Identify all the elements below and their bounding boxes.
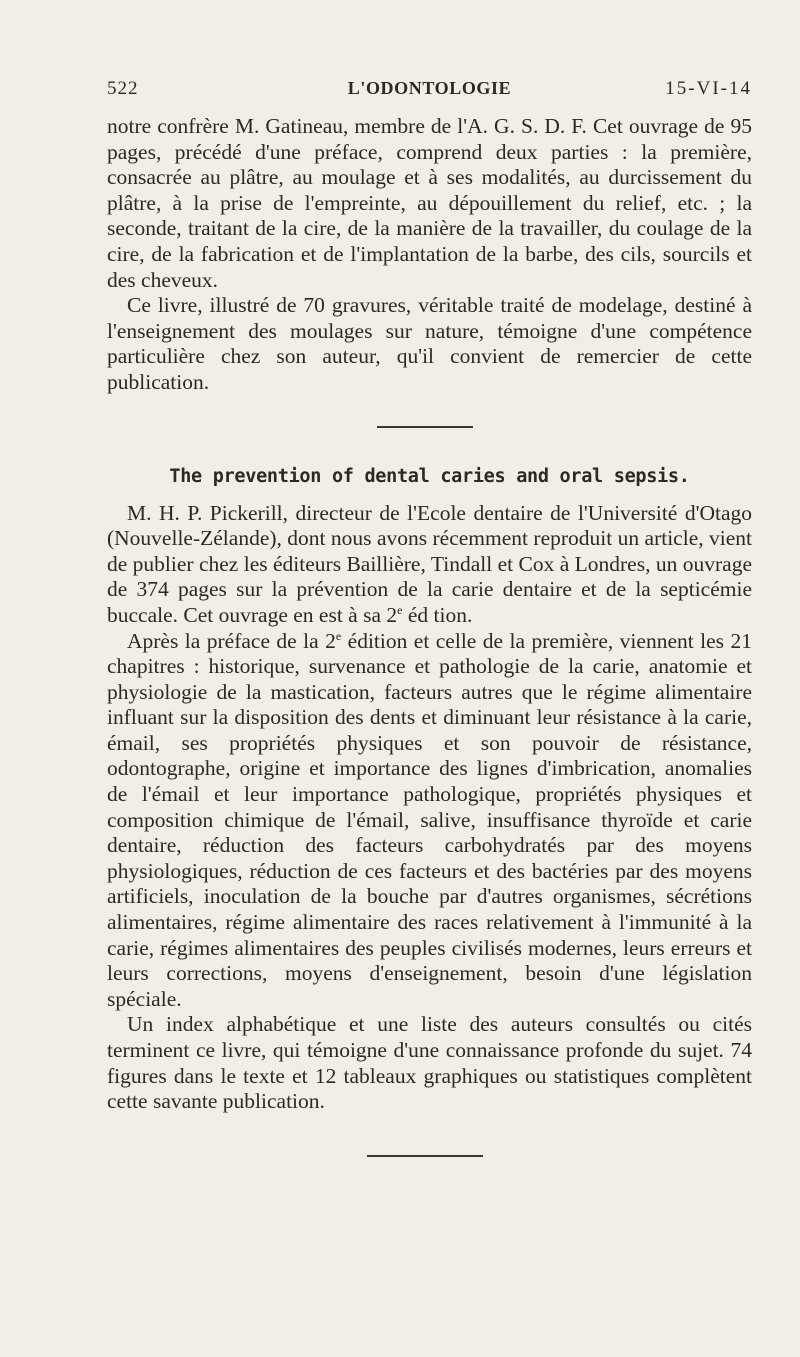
article-2-paragraph-3: Un index alphabétique et une liste des auteurs consultés ou cités terminent ce livre, qui témoigne d'une connaissance profonde du sujet. 74 figures dans le texte et 12 tableaux graphiques ou statistiques complètent cette savante publication.: [107, 1012, 752, 1114]
article-1-paragraph-1: notre confrère M. Gatineau, membre de l'A. G. S. D. F. Cet ouvrage de 95 pages, précédé d'une préface, comprend deux parties : la première, consacrée au plâtre, au moulage et à ses modalités, au durcissement du plâtre, à la prise de l'empreinte, au dépouillement du relief, etc. ; la seconde, traitant de la cire, de la manière de la travailler, du coulage de la cire, de la fabrication et de l'implantation de la barbe, des cils, sourcils et des cheveux.: [107, 114, 752, 292]
article-1-paragraph-2: Ce livre, illustré de 70 gravures, véritable traité de modelage, destiné à l'enseignement des moulages sur nature, témoigne d'une compétence particulière chez son auteur, qu'il convient de remercier de cette publication.: [107, 293, 752, 394]
running-header: [107, 72, 752, 106]
end-divider: [367, 1155, 483, 1157]
article-2: [107, 501, 752, 1115]
article-2-paragraph-1: [107, 501, 752, 629]
page: [107, 72, 752, 1157]
page-number: 522: [107, 78, 139, 99]
article-2-paragraph-2: [107, 629, 752, 1013]
article-2-paragraph-1-text: M. H. P. Pickerill, directeur de l'Ecole dentaire de l'Université d'Otago (Nouvelle-Zélande), dont nous avons récemment reproduit un article, vient de publier chez les éditeurs Baillière, Tindall et Cox à Londres, un ouvrage de 374 pages sur la prévention de la carie dentaire et de la septicémie buccale. Cet ouvrage en est à sa 2: [107, 500, 752, 627]
issue-date: 15-VI-14: [665, 78, 752, 99]
article-2-paragraph-2-end: édition et celle de la première, viennent les 21 chapitres : historique, survenance et pathologie de la carie, anatomie et physiologie de la mastication, facteurs autres que le régime alimentaire influant sur la disposition des dents et diminuant leur résistance à la carie, émail, ses propriétés physiques et son pouvoir de résistance, odontographe, origine et importance des lignes d'imbrication, anomalies de l'émail et leur importance pathologique, propriétés physiques et composition chimique de l'émail, salive, insuffisance thyroïde et carie dentaire, réduction des facteurs carbohydratés par des moyens physiologiques, réduction de ces facteurs et des bactéries par des moyens artificiels, inoculation de la bouche par d'autres organismes, sécrétions alimentaires, régime alimentaire des races relativement à l'immunité à la carie, régimes alimentaires des peuples civilisés modernes, leurs erreurs et leurs corrections, moyens d'enseignement, besoin d'une législation spéciale.: [107, 628, 752, 1011]
superscript: e: [335, 628, 342, 643]
article-1: [107, 114, 752, 396]
superscript: e: [397, 602, 403, 617]
section-divider: [377, 426, 473, 428]
running-title: L'ODONTOLOGIE: [347, 78, 512, 98]
section-title: The prevention of dental caries and oral sepsis.: [169, 465, 690, 487]
article-2-paragraph-1-end: éd tion.: [402, 602, 473, 627]
article-2-paragraph-2-text: Après la préface de la 2: [127, 628, 336, 653]
